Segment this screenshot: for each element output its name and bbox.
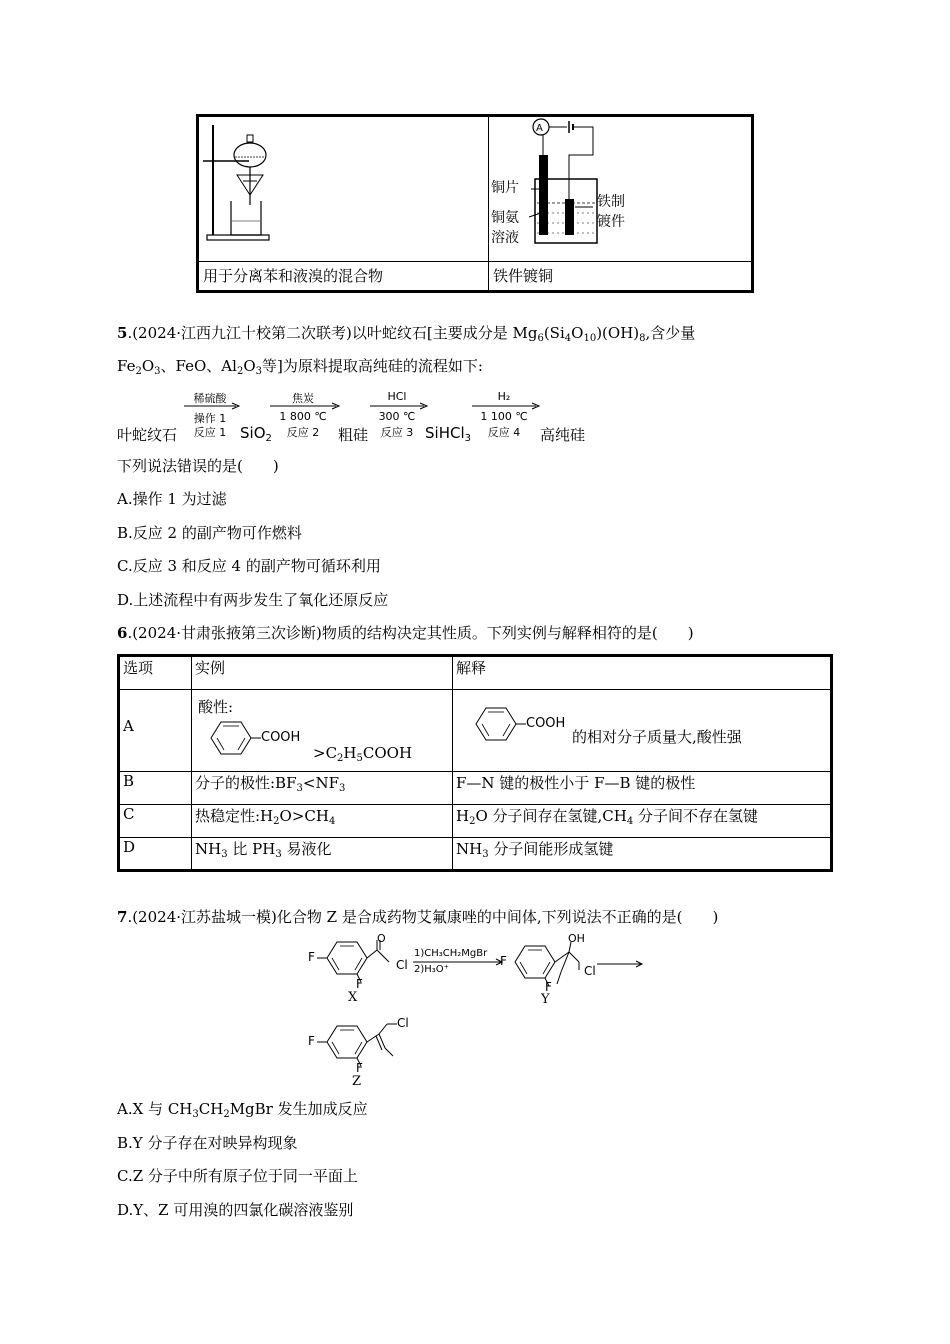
q5-option-a: A.操作 1 为过滤 bbox=[117, 490, 227, 508]
sub: 3 bbox=[221, 849, 228, 860]
q5-text: Fe bbox=[117, 357, 136, 375]
reagent-2: 2)H₃O⁺ bbox=[414, 964, 449, 975]
q5-text: 以叶蛇纹石[主要成分是 Mg bbox=[351, 324, 538, 342]
sub: 4 bbox=[564, 333, 572, 344]
sub: 4 bbox=[626, 816, 634, 827]
q7-option-b: B.Y 分子存在对映异构现象 bbox=[117, 1134, 298, 1152]
t: O 分子间存在氢键,CH bbox=[475, 807, 627, 825]
flow-p3 bbox=[425, 424, 471, 444]
sub: 2 bbox=[223, 1109, 230, 1120]
t: O>CH bbox=[279, 807, 329, 825]
flow-arrow-1 bbox=[184, 402, 240, 410]
q5-text: O bbox=[141, 357, 155, 375]
flow-p1 bbox=[240, 424, 272, 444]
header-option: 选项 bbox=[119, 656, 192, 690]
row-a-example-title: 酸性: bbox=[198, 698, 234, 716]
q5-question: 下列说法错误的是( ) bbox=[117, 457, 279, 475]
q5-text: O bbox=[243, 357, 256, 375]
sub: 2 bbox=[236, 366, 244, 377]
sub: 2 bbox=[273, 816, 280, 827]
row-a-example bbox=[192, 690, 453, 772]
reagent-1: 1)CH₃CH₂MgBr bbox=[414, 948, 488, 959]
x-Cl: Cl bbox=[396, 958, 408, 972]
y-F: F bbox=[500, 954, 507, 968]
sub: 3 bbox=[338, 783, 346, 794]
sub: 5 bbox=[356, 753, 363, 764]
sub: 4 bbox=[328, 816, 336, 827]
row-b-explanation: F—N 键的极性小于 F—B 键的极性 bbox=[453, 772, 832, 805]
q5-number: 5 bbox=[117, 324, 128, 342]
t: NH bbox=[456, 840, 483, 858]
row-c-explanation bbox=[453, 805, 832, 838]
row-a-expl-cooh: COOH bbox=[526, 716, 566, 731]
z-F: F bbox=[308, 1034, 315, 1048]
flow-end: 高纯硅 bbox=[540, 426, 586, 444]
t: 分子的极性:BF bbox=[195, 774, 297, 792]
flow-p1-text: SiO bbox=[240, 424, 266, 442]
row-d-explanation bbox=[453, 838, 832, 871]
flow-arrow-2 bbox=[270, 402, 340, 410]
flow-s3-top: HCl bbox=[387, 390, 407, 403]
q5-source: .(2024·江西九江十校第二次联考) bbox=[127, 324, 352, 342]
t: <NF bbox=[302, 774, 339, 792]
label-copper-ammonia-1: 铜氨 bbox=[491, 210, 519, 226]
flow-arrow-4 bbox=[472, 402, 540, 410]
q5-text: 、FeO、Al bbox=[160, 357, 237, 375]
sub: 2 bbox=[337, 753, 344, 764]
sub: 3 bbox=[255, 366, 262, 377]
q5-text: ,含少量 bbox=[645, 324, 696, 342]
q7-option-a bbox=[117, 1099, 368, 1125]
flow-p3-text: SiHCl bbox=[425, 424, 465, 442]
q7-source: .(2024·江苏盐城一模) bbox=[127, 908, 277, 926]
q5-option-c: C.反应 3 和反应 4 的副产物可循环利用 bbox=[117, 557, 381, 575]
sub: 3 bbox=[275, 849, 282, 860]
label-iron-part-1: 铁制 bbox=[597, 194, 625, 210]
t: MgBr 发生加成反应 bbox=[229, 1100, 368, 1118]
flow-p2: 粗硅 bbox=[338, 426, 369, 444]
flow-s4-b1: 1 100 ℃ bbox=[480, 410, 528, 423]
label-iron-part-2: 镀件 bbox=[597, 214, 625, 230]
row-d-example bbox=[192, 838, 453, 871]
caption-right: 铁件镀铜 bbox=[489, 262, 753, 292]
gt: >C bbox=[313, 744, 338, 762]
row-a-explanation bbox=[453, 690, 832, 772]
row-a-expl-text: 的相对分子质量大,酸性强 bbox=[572, 728, 742, 746]
apparatus-table bbox=[196, 114, 754, 293]
row-a-cooh: COOH bbox=[261, 730, 301, 745]
q7-stem-text: 化合物 Z 是合成药物艾氟康唑的中间体,下列说法不正确的是( ) bbox=[276, 908, 719, 926]
q5-text: (Si bbox=[543, 324, 565, 342]
q7-number: 7 bbox=[117, 908, 128, 926]
tail: COOH bbox=[362, 744, 413, 762]
sub: 2 bbox=[135, 366, 142, 377]
row-a-label: A bbox=[119, 690, 192, 772]
flow-s3-b1: 300 ℃ bbox=[378, 410, 416, 423]
t: 比 PH bbox=[227, 840, 276, 858]
row-c-example bbox=[192, 805, 453, 838]
flow-s1-b1: 操作 1 bbox=[193, 412, 227, 425]
flow-s4-top: H₂ bbox=[497, 390, 511, 403]
q5-option-d: D.上述流程中有两步发生了氧化还原反应 bbox=[117, 591, 389, 609]
sub: 3 bbox=[154, 366, 161, 377]
q5-text: O bbox=[571, 324, 584, 342]
sub: 2 bbox=[469, 816, 476, 827]
row-a-compare bbox=[313, 744, 412, 764]
electroplating-diagram bbox=[489, 117, 746, 257]
flow-s1-top: 稀硫酸 bbox=[193, 392, 227, 405]
t: CH bbox=[198, 1100, 224, 1118]
caption-left: 用于分离苯和液溴的混合物 bbox=[198, 262, 489, 292]
separatory-funnel-diagram bbox=[199, 117, 488, 257]
t: 热稳定性:H bbox=[195, 807, 274, 825]
label-Z: Z bbox=[352, 1074, 362, 1089]
row-d-label: D bbox=[119, 838, 192, 871]
z-F2: F bbox=[356, 1061, 363, 1075]
q5-option-b: B.反应 2 的副产物可作燃料 bbox=[117, 524, 302, 542]
sub: 2 bbox=[265, 433, 272, 444]
flow-s1-b2: 反应 1 bbox=[193, 426, 227, 439]
q6-table bbox=[117, 654, 833, 872]
q6-source: .(2024·甘肃张掖第三次诊断) bbox=[127, 624, 322, 642]
row-b-example bbox=[192, 772, 453, 805]
q5-stem-line1 bbox=[117, 323, 695, 349]
row-b-label: B bbox=[119, 772, 192, 805]
t: 易液化 bbox=[281, 840, 332, 858]
y-F2: F bbox=[545, 980, 552, 994]
row-c-label: C bbox=[119, 805, 192, 838]
y-Cl: Cl bbox=[584, 964, 596, 978]
benzene-ring-icon bbox=[201, 720, 261, 756]
flow-s4-b2: 反应 4 bbox=[487, 426, 521, 439]
ammeter-label: A bbox=[536, 123, 543, 134]
benzene-ring-icon bbox=[466, 706, 526, 742]
x-O: O bbox=[377, 932, 386, 945]
q7-option-d: D.Y、Z 可用溴的四氯化碳溶液鉴别 bbox=[117, 1201, 354, 1219]
h: H bbox=[343, 744, 357, 762]
sub: 10 bbox=[583, 333, 597, 344]
t: H bbox=[456, 807, 470, 825]
t: 分子间能形成氢键 bbox=[488, 840, 614, 858]
flow-s2-b2: 反应 2 bbox=[286, 426, 320, 439]
x-F2: F bbox=[356, 977, 363, 991]
label-copper-sheet: 铜片 bbox=[491, 180, 519, 196]
sub: 3 bbox=[192, 1109, 199, 1120]
x-F: F bbox=[308, 950, 315, 964]
separatory-funnel-cell bbox=[198, 116, 489, 262]
t: 分子间不存在氢键 bbox=[633, 807, 759, 825]
q5-stem-line2 bbox=[117, 356, 483, 382]
sub: 3 bbox=[296, 783, 303, 794]
flow-s3-b2: 反应 3 bbox=[380, 426, 414, 439]
flow-s2-top: 焦炭 bbox=[292, 392, 314, 405]
sub: 8 bbox=[639, 333, 646, 344]
sub: 6 bbox=[537, 333, 544, 344]
label-copper-ammonia-2: 溶液 bbox=[491, 230, 519, 246]
y-OH: OH bbox=[568, 932, 585, 945]
electroplating-cell bbox=[489, 116, 753, 262]
flow-s2-b1: 1 800 ℃ bbox=[279, 410, 327, 423]
t: A.X 与 CH bbox=[117, 1100, 193, 1118]
z-Cl: Cl bbox=[397, 1016, 409, 1030]
q6-stem-text: 物质的结构决定其性质。下列实例与解释相符的是( ) bbox=[321, 624, 694, 642]
flow-arrow-3 bbox=[370, 402, 428, 410]
q7-stem bbox=[117, 907, 718, 927]
header-explanation: 解释 bbox=[453, 656, 832, 690]
q7-option-c: C.Z 分子中所有原子位于同一平面上 bbox=[117, 1167, 358, 1185]
label-Y: Y bbox=[541, 992, 550, 1007]
sub: 3 bbox=[464, 433, 471, 444]
flow-start: 叶蛇纹石 bbox=[117, 426, 178, 444]
t: NH bbox=[195, 840, 222, 858]
q5-text: 等]为原料提取高纯硅的流程如下: bbox=[262, 357, 483, 375]
q6-stem bbox=[117, 623, 694, 643]
sub: 3 bbox=[482, 849, 489, 860]
q6-number: 6 bbox=[117, 624, 128, 642]
label-X: X bbox=[348, 990, 358, 1005]
header-example: 实例 bbox=[192, 656, 453, 690]
q5-text: )(OH) bbox=[596, 324, 640, 342]
